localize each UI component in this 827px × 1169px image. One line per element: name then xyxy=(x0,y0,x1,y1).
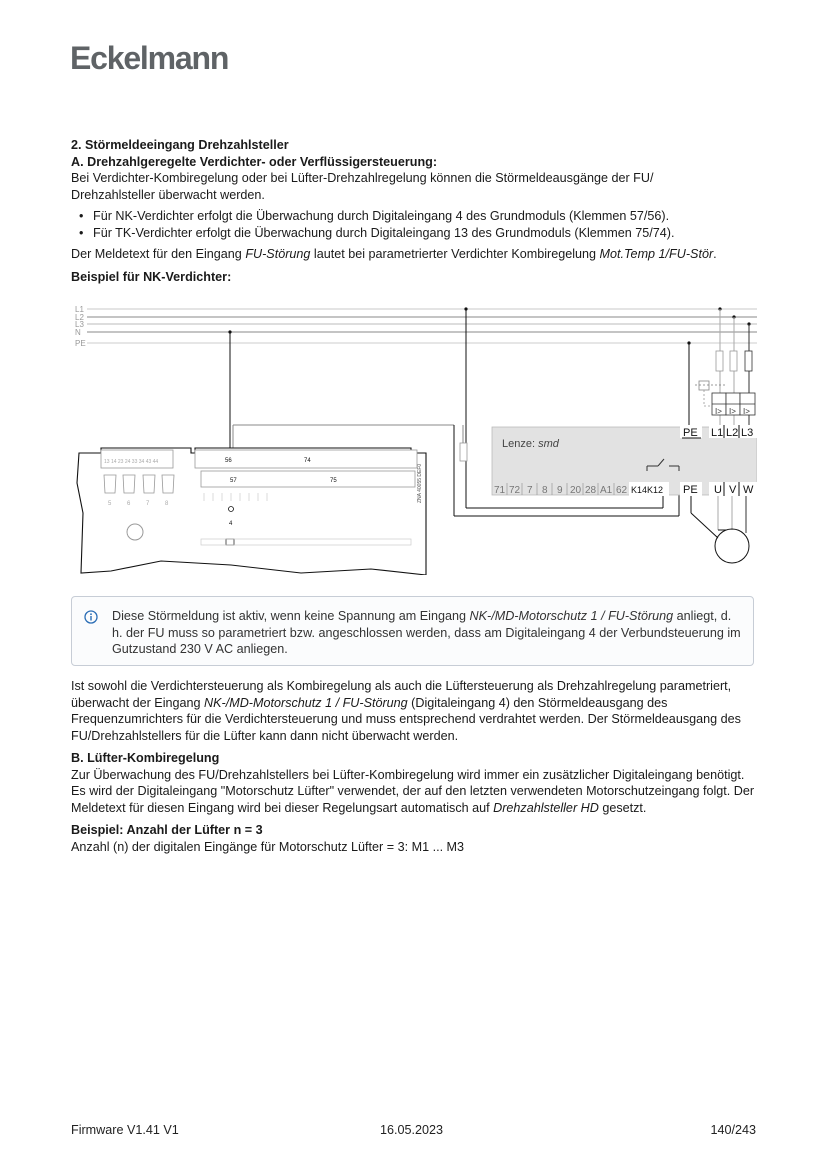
svg-text:75: 75 xyxy=(330,478,337,484)
svg-text:A1: A1 xyxy=(600,485,613,496)
bus-labels xyxy=(75,305,86,348)
example-2-text: Anzahl (n) der digitalen Eingänge für Motorschutz Lüfter = 3: M1 ... M3 xyxy=(71,839,465,854)
bullet-list xyxy=(71,208,757,241)
meldetext-paragraph: Der Meldetext für den Eingang FU-Störung lautet bei parametrierter Verdichter Kombiregelung Mot.Temp 1/FU-Stör. xyxy=(71,247,717,261)
fu-terminal-strip xyxy=(494,485,628,496)
note-text: Diese Störmeldung ist aktiv, wenn keine Spannung am Eingang NK-/MD-Motorschutz 1 / FU-Störung anliegt, d. h. der FU muss so parametriert bzw. angeschlossen werden, dass am Digitaleingang 4 der Verbundsteuerung im Gutzustand 230 V AC anliegen. xyxy=(112,609,741,656)
svg-text:L2: L2 xyxy=(75,313,84,322)
svg-text:L3: L3 xyxy=(75,320,84,329)
svg-text:I>: I> xyxy=(743,407,750,416)
svg-text:L2: L2 xyxy=(726,427,739,439)
footer-date: 16.05.2023 xyxy=(380,1123,444,1137)
svg-text:74: 74 xyxy=(304,458,311,464)
company-logo: Eckelmann xyxy=(70,40,229,76)
svg-text:PE: PE xyxy=(683,427,698,439)
motor-symbol xyxy=(715,529,749,563)
info-note xyxy=(71,596,754,666)
svg-text:L1: L1 xyxy=(75,305,84,314)
svg-text:U: U xyxy=(714,484,722,496)
svg-text:I>: I> xyxy=(729,407,736,416)
svg-text:L3: L3 xyxy=(741,427,754,439)
svg-text:13 14 23 24 33 34 43 44: 13 14 23 24 33 34 43 44 xyxy=(104,459,159,465)
bullet-item: • Für TK-Verdichter erfolgt die Überwachung durch Digitaleingang 13 des Grundmoduls (Klemmen 75/74). xyxy=(85,225,757,242)
svg-text:8: 8 xyxy=(542,485,548,496)
svg-text:5: 5 xyxy=(108,501,112,507)
paragraph-2: Zur Überwachung des FU/Drehzahlstellers bei Lüfter-Kombiregelung wird immer ein zusätzlicher Digitaleingang benötigt. Es wird der Digitaleingang "Motorschutz Lüfter" verwendet, der auf den letzten verwendeten Motorschutzeingang folgt. Der Meldetext für diesen Eingang wird bei dieser Regelungsart automatisch auf Drehzahlsteller HD gesetzt. xyxy=(71,767,755,815)
svg-text:N: N xyxy=(75,328,81,337)
svg-text:V: V xyxy=(729,484,737,496)
svg-text:7: 7 xyxy=(527,485,533,496)
svg-text:72: 72 xyxy=(509,485,521,496)
wiring-diagram xyxy=(71,303,757,575)
subsection-a-title: A. Drehzahlgeregelte Verdichter- oder Verflüssigersteuerung: xyxy=(71,154,438,169)
example-title: Beispiel für NK-Verdichter: xyxy=(71,269,232,284)
svg-text:7: 7 xyxy=(146,501,150,507)
info-icon xyxy=(84,610,98,624)
svg-text:28: 28 xyxy=(585,485,597,496)
svg-text:K14K12: K14K12 xyxy=(631,485,664,495)
bus-lines xyxy=(87,309,757,343)
example-2-title: Beispiel: Anzahl der Lüfter n = 3 xyxy=(71,823,263,837)
svg-text:PE: PE xyxy=(683,484,698,496)
svg-text:W: W xyxy=(743,484,754,496)
svg-text:L1: L1 xyxy=(711,427,724,439)
svg-text:I>: I> xyxy=(715,407,722,416)
svg-text:4: 4 xyxy=(229,521,233,527)
svg-text:71: 71 xyxy=(494,485,506,496)
body-content xyxy=(71,678,757,855)
left-terminal-labels xyxy=(104,459,158,465)
section-title: 2. Störmeldeeingang Drehzahlsteller xyxy=(71,138,289,152)
svg-text:9: 9 xyxy=(557,485,563,496)
section-content xyxy=(71,137,757,285)
svg-text:62: 62 xyxy=(616,485,628,496)
fu-brand: Lenze: smd xyxy=(502,438,559,450)
svg-text:56: 56 xyxy=(225,458,232,464)
paragraph-1: Ist sowohl die Verdichtersteuerung als Kombiregelung als auch die Lüftersteuerung als Drehzahlregelung parametriert, überwacht der Eingang NK-/MD-Motorschutz 1 / FU-Störung (Digitaleingang 4) den Störmeldeausgang des Frequenzumrichters für die Verdichtersteuerung und muss entsprechend verdrahtet werden. Der Störmeldeausgang des FU/Drehzahlstellers für die Lüfter kann dann nicht überwacht werden. xyxy=(71,679,741,743)
svg-text:57: 57 xyxy=(230,478,237,484)
svg-text:20: 20 xyxy=(570,485,582,496)
svg-text:8: 8 xyxy=(165,501,169,507)
intro-paragraph: Bei Verdichter-Kombiregelung oder bei Lüfter-Drehzahlregelung können die Störmeldeausgänge der FU/ Drehzahlsteller überwacht werden. xyxy=(71,171,654,202)
subsection-b-title: B. Lüfter-Kombiregelung xyxy=(71,751,220,765)
footer-page: 140/243 xyxy=(710,1123,756,1137)
footer-firmware: Firmware V1.41 V1 xyxy=(71,1123,179,1137)
svg-text:PE: PE xyxy=(75,339,86,348)
bullet-item: • Für NK-Verdichter erfolgt die Überwachung durch Digitaleingang 4 des Grundmoduls (Klemmen 57/56). xyxy=(85,208,757,225)
svg-text:ZNA 40055 DEF0: ZNA 40055 DEF0 xyxy=(417,463,423,503)
svg-text:6: 6 xyxy=(127,501,131,507)
